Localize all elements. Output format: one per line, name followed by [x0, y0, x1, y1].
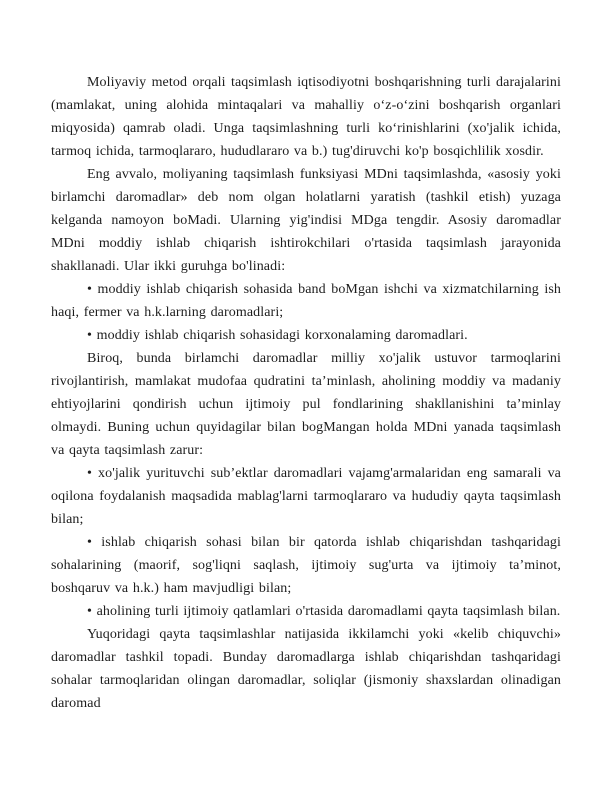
paragraph: Eng avvalo, moliyaning taqsimlash funksiyasi MDni taqsimlashda, «asosiy yoki birlamchi daromadlar» deb nom olgan holatlarni yaratish (tashkil etish) yuzaga kelganda namoyon boMadi. Ularning yig'indisi MDga tengdir. Asosiy daromadlar MDni moddiy ishlab chiqarish ishtirokchilari o'rtasida taqsimlash jarayonida shakllanadi. Ular ikki guruhga bo'linadi:	[51, 167, 561, 274]
bullet-paragraph: • moddiy ishlab chiqarish sohasida band boMgan ishchi va xizmatchilarning ish haqi, fermer va h.k.larning daromadlari;	[51, 282, 561, 320]
paragraph: Yuqoridagi qayta taqsimlashlar natijasida ikkilamchi yoki «kelib chiquvchi» daromadlar tashkil topadi. Bunday daromadlarga ishlab chiqarishdan tashqaridagi sohalar tarmoqlaridan olingan daromadlar, soliqlar (jismoniy shaxslardan olinadigan daromad	[51, 627, 561, 711]
bullet-paragraph: • aholining turli ijtimoiy qatlamlari o'rtasida daromadlami qayta taqsimlash bilan.	[87, 604, 561, 619]
document-text-block	[51, 71, 561, 715]
bullet-paragraph: • ishlab chiqarish sohasi bilan bir qatorda ishlab chiqarishdan tashqaridagi sohalarining (maorif, sog'liqni saqlash, ijtimoiy sug'urta va ijtimoiy ta’minot, boshqaruv va h.k.) ham mavjudligi bilan;	[51, 535, 561, 596]
paragraph: Biroq, bunda birlamchi daromadlar milliy xo'jalik ustuvor tarmoqlarini rivojlantirish, mamlakat mudofaa qudratini ta’minlash, aholining moddiy va madaniy ehtiyojlarini qondirish uchun ijtimoiy pul fondlarining shakllanishini ta’minlay olmaydi. Buning uchun quyidagilar bilan bogMangan holda MDni yanada taqsimlash va qayta taqsimlash zarur:	[51, 351, 561, 458]
bullet-paragraph: • moddiy ishlab chiqarish sohasidagi korxonalaming daromadlari.	[87, 328, 468, 343]
paragraph: Moliyaviy metod orqali taqsimlash iqtisodiyotni boshqarishning turli darajalarini (mamlakat, uning alohida mintaqalari va mahalliy o‘z-o‘zini boshqarish organlari miqyosida) qamrab oladi. Unga taqsimlashning turli ko‘rinishlarini (xo'jalik ichida, tarmoq ichida, tarmoqlararo, hududlararo va b.) tug'diruvchi ko'p bosqichlilik xosdir.	[51, 75, 561, 159]
bullet-paragraph: • xo'jalik yurituvchi sub’ektlar daromadlari vajamg'armalaridan eng samarali va oqilona foydalanish maqsadida mablag'larni tarmoqlararo va hududiy qayta taqsimlash bilan;	[51, 466, 561, 527]
